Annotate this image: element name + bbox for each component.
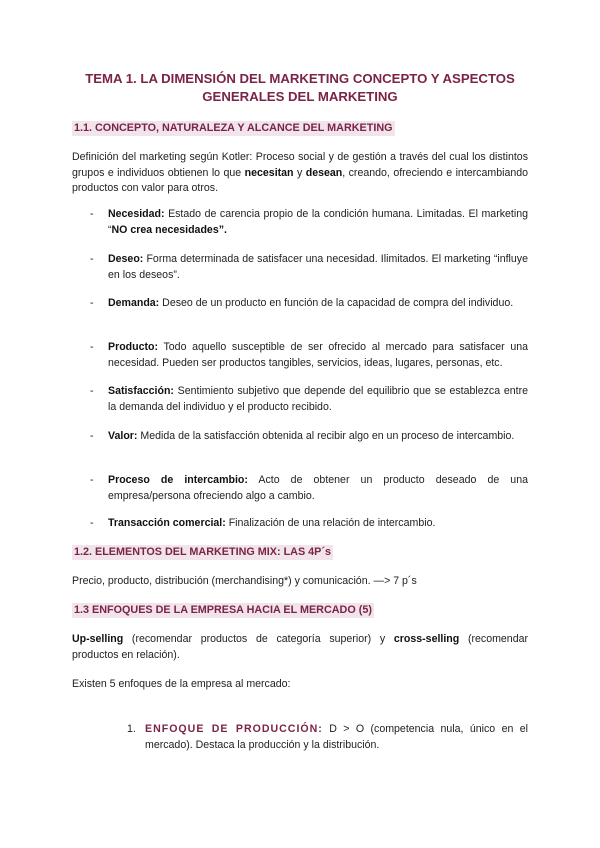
bullet-satisfaccion: Satisfacción: Sentimiento subjetivo que depende del equilibrio que se establezca entre la demanda del individuo y el producto recibido.: [108, 385, 528, 413]
enfoques-intro: Existen 5 enfoques de la empresa al mercado:: [72, 678, 291, 690]
bullet-demanda: Demanda: Deseo de un producto en función de la capacidad de compra del individuo.: [108, 297, 514, 309]
upselling-paragraph: Up-selling (recomendar productos de categoría superior) y cross-selling (recomendar productos en relación).: [72, 633, 529, 661]
bullet-proceso-intercambio: Proceso de intercambio: Acto de obtener un producto deseado de una empresa/persona ofreciendo algo a cambio.: [108, 474, 528, 502]
title-line-2: GENERALES DEL MARKETING: [202, 89, 398, 104]
section-heading-1-3: 1.3 ENFOQUES DE LA EMPRESA HACIA EL MERCADO (5): [74, 604, 372, 616]
enfoque-produccion: ENFOQUE DE PRODUCCIÓN: D > O (competencia nula, único en el mercado). Destaca la producción y la distribución.: [145, 723, 528, 751]
bullet-producto: Producto: Todo aquello susceptible de ser ofrecido al mercado para satisfacer una necesidad. Pueden ser productos tangibles, servicios, ideas, lugares, personas, etc.: [108, 341, 528, 369]
bullet-deseo: Deseo: Forma determinada de satisfacer una necesidad. Ilimitados. El marketing “influye en los deseos”.: [108, 253, 528, 281]
section-heading-1-2: 1.2. ELEMENTOS DEL MARKETING MIX: LAS 4P´s: [74, 546, 331, 558]
bullet-dash: -: [90, 517, 94, 529]
bullet-dash: -: [90, 297, 94, 309]
keyword-necesitan: necesitan: [244, 166, 294, 179]
keyword-desean: desean: [305, 166, 343, 179]
definition-paragraph: Definición del marketing según Kotler: Proceso social y de gestión a través del cual los distintos grupos e individuos obtienen lo que necesitan y desean, creando, ofreciendo e intercambiando productos con valor para otros.: [72, 151, 529, 194]
bullet-dash: -: [90, 253, 94, 265]
list-number: 1.: [127, 723, 136, 735]
bullet-dash: -: [90, 341, 94, 353]
bullet-transaccion-comercial: Transacción comercial: Finalización de una relación de intercambio.: [108, 517, 436, 529]
bullet-dash: -: [90, 430, 94, 442]
page-title: [72, 70, 528, 106]
bullet-dash: -: [90, 208, 94, 220]
marketing-mix-paragraph: Precio, producto, distribución (merchandising*) y comunicación. —> 7 p´s: [72, 575, 417, 587]
bullet-valor: Valor: Medida de la satisfacción obtenida al recibir algo en un proceso de intercambio.: [108, 430, 515, 442]
bullet-dash: -: [90, 474, 94, 486]
section-heading-1-1: 1.1. CONCEPTO, NATURALEZA Y ALCANCE DEL MARKETING: [74, 122, 393, 134]
bullet-necesidad: Necesidad: Estado de carencia propio de la condición humana. Limitadas. El marketing “NO crea necesidades”.: [108, 208, 528, 236]
title-line-1: TEMA 1. LA DIMENSIÓN DEL MARKETING CONCEPTO Y ASPECTOS: [85, 71, 515, 86]
bullet-dash: -: [90, 385, 94, 397]
